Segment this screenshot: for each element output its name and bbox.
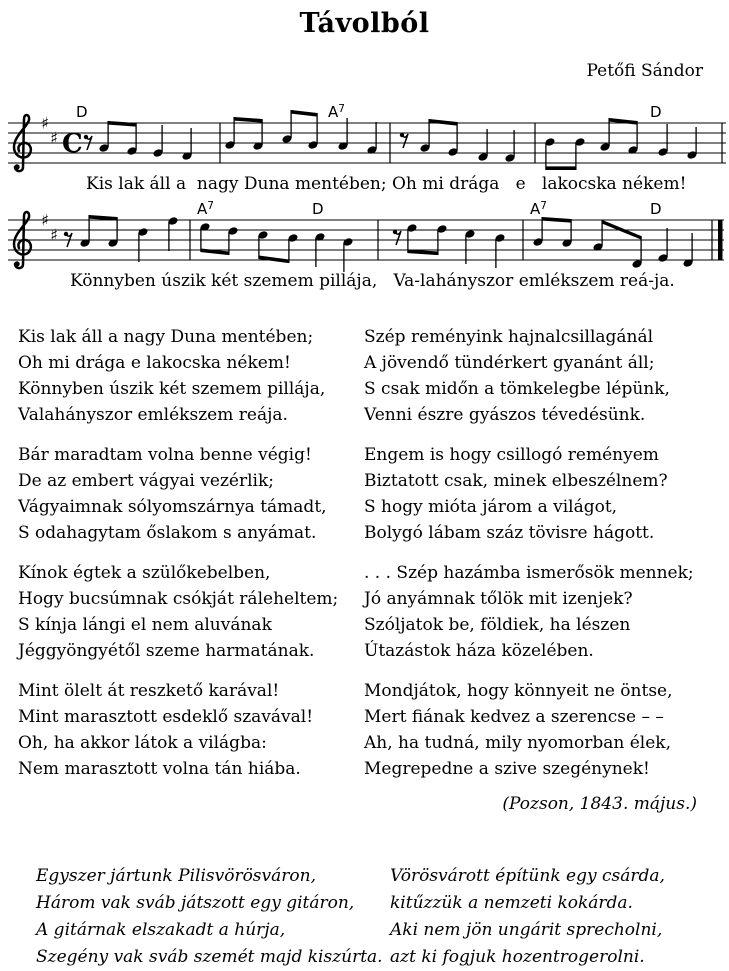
stanza-4 <box>18 678 363 782</box>
poem-line: . . . Szép hazámba ismerősök mennek; <box>364 563 694 583</box>
poem-line: Valahányszor emlékszem reája. <box>18 405 288 425</box>
poem-line: Könnyben úszik két szemem pillája, <box>18 379 326 399</box>
footer-line: Egyszer jártunk Pilisvörösváron, <box>36 866 316 886</box>
date-note: (Pozson, 1843. május.) <box>502 794 697 814</box>
poem-line: Mondjátok, hogy könnyeit ne öntse, <box>364 681 673 701</box>
beam <box>546 166 576 170</box>
poem-line: Nem marasztott volna tán hiába. <box>18 759 301 779</box>
poem-line: Biztatott csak, minek elbeszélnem? <box>364 471 668 491</box>
footer-line: Aki nem jön ungárit sprecholni, <box>390 920 663 940</box>
poem-line: De az embert vágyai vezérlik; <box>18 471 274 491</box>
composer-credit: Petőfi Sándor <box>586 61 703 81</box>
chord-label: $A^7$ <box>197 200 214 218</box>
poem-line: Jéggyöngyétől szeme harmatának. <box>18 641 315 661</box>
sharp-icon: ♯ <box>50 225 58 245</box>
footer-line: Szegény vak sváb szemét majd kiszúrta. <box>36 947 383 967</box>
stanza-1 <box>18 324 363 428</box>
footer-verse-left <box>36 863 386 971</box>
footer-line: A gitárnak elszakadt a húrja, <box>36 920 286 940</box>
poem-column-left <box>18 324 363 796</box>
poem-line: S csak midőn a tömkelegbe lépünk, <box>364 379 670 399</box>
poem-line: Mert fiának kedvez a szerencse – – <box>364 707 664 727</box>
poem-line: Mint marasztott esdeklő szavával! <box>18 707 314 727</box>
poem-line: Vágyaimnak sólyomszárnya támadt, <box>18 497 327 517</box>
chord-label: D <box>312 200 324 218</box>
song-title: Távolból <box>299 8 430 39</box>
time-signature: C <box>62 129 83 159</box>
treble-clef-icon <box>14 164 19 169</box>
poem-line: Bár maradtam volna benne végig! <box>18 445 312 465</box>
poem-line: Hogy bucsúmnak csókját ráleheltem; <box>18 589 339 609</box>
chord-label: D <box>76 103 88 121</box>
beam <box>291 110 317 117</box>
footer-verse-right <box>390 863 725 971</box>
poem-line: Szép reményink hajnalcsillagánál <box>364 327 654 347</box>
stanza-3 <box>18 560 363 664</box>
poem-line: Mint ölelt át reszkető karával! <box>18 681 280 701</box>
poem-line: Ah, ha tudná, mily nyomorban élek, <box>364 733 671 753</box>
beam <box>609 118 637 125</box>
sharp-icon: ♯ <box>50 128 58 148</box>
poem-line: Kínok égtek a szülőkebelben, <box>18 563 271 583</box>
poem-line: Oh mi drága e lakocska nékem! <box>18 353 291 373</box>
beam <box>259 256 289 264</box>
poem-line: S odahagytam őslakom s anyámat. <box>18 523 317 543</box>
eighth-rest-icon <box>395 231 401 245</box>
sharp-icon: ♯ <box>41 113 49 133</box>
stanza-8 <box>364 678 729 782</box>
treble-clef-icon <box>14 261 19 266</box>
chord-label: D <box>650 103 662 121</box>
poem-line: Venni észre gyászos tévedésünk. <box>364 405 646 425</box>
sharp-icon: ♯ <box>41 210 49 230</box>
poem-line: S kínja lángi el nem aluvának <box>18 615 272 635</box>
eighth-rest-icon <box>402 134 408 148</box>
footer-line: Vörösvárott építünk egy csárda, <box>390 866 665 886</box>
poem-line: Útazástok háza közelében. <box>364 641 594 661</box>
poem-line: S hogy mióta járom a világot, <box>364 497 618 517</box>
poem-line: Oh, ha akkor látok a világba: <box>18 733 267 753</box>
chord-label: D <box>650 200 662 218</box>
footer-line: azt ki fogjuk hozentrogerolni. <box>390 947 645 967</box>
beam <box>234 117 262 123</box>
staff-2-lyrics: Könnyben úszik két szemem pillája, Va-lahányszor emlékszem reá-ja. <box>70 271 675 291</box>
beam <box>108 121 136 127</box>
beam <box>542 217 571 223</box>
poem-line: Engem is hogy csillogó reményem <box>364 445 659 465</box>
footer-line: kitűzzük a nemzeti kokárda. <box>390 893 633 913</box>
stanza-7 <box>364 560 729 664</box>
poem-line: Kis lak áll a nagy Duna mentében; <box>18 327 314 347</box>
final-barline-thick <box>718 220 723 260</box>
chord-label: $A^7$ <box>530 200 547 218</box>
stanza-6 <box>364 442 729 546</box>
footer-line: Három vak sváb játszott egy gitáron, <box>36 893 355 913</box>
poem-column-right <box>364 324 729 796</box>
stanza-2 <box>18 442 363 546</box>
poem-line: A jövendő tündérkert gyanánt áll; <box>364 353 655 373</box>
staff-1-lyrics: Kis lak áll a nagy Duna mentében; Oh mi drága e lakocska nékem! <box>86 174 687 194</box>
poem-line: Jó anyámnak tőlök mit izenjek? <box>364 589 633 609</box>
poem-line: Megrepedne a szive szegénynek! <box>364 759 650 779</box>
beam <box>429 119 457 126</box>
poem-line: Bolygó lábam száz tövisre hágott. <box>364 523 655 543</box>
poem-line: Szóljatok be, földiek, ha lészen <box>364 615 631 635</box>
stanza-5 <box>364 324 729 428</box>
chord-label: $A^7$ <box>328 103 345 121</box>
